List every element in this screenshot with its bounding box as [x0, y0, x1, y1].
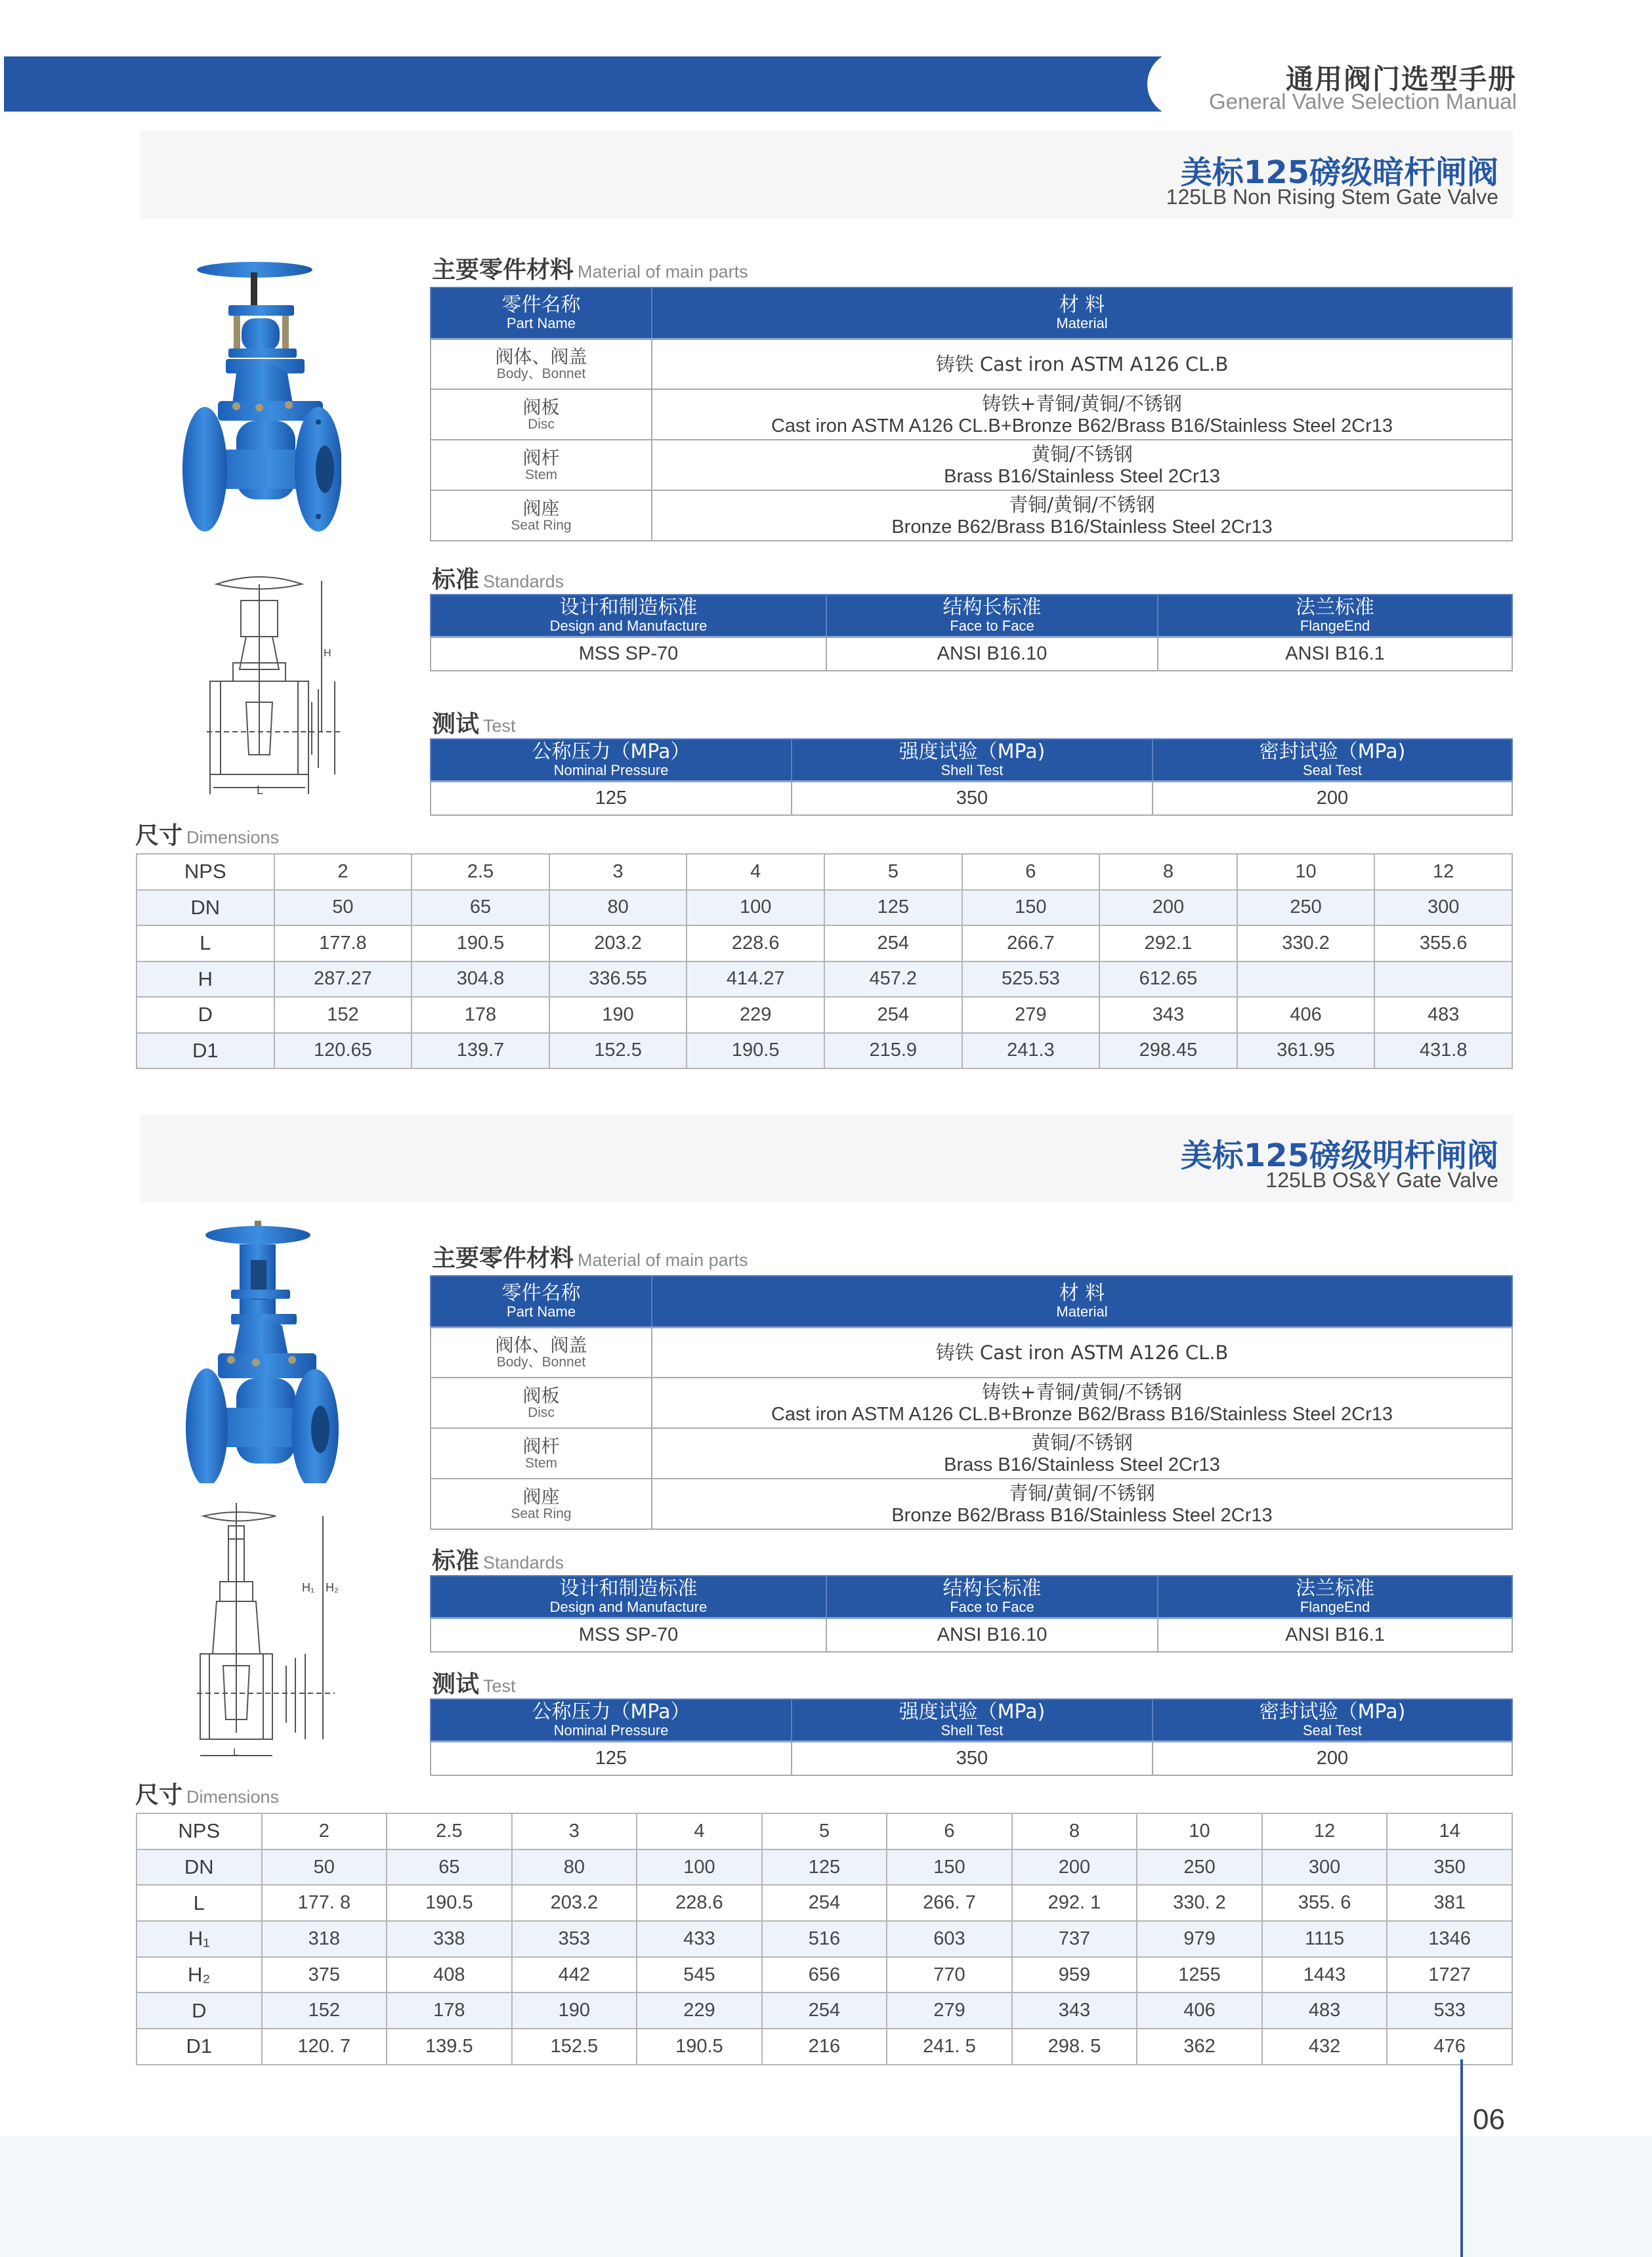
dimension-cell: 343 [1012, 1993, 1137, 2029]
test-heading: 测试 Test [432, 711, 516, 738]
materials-heading [432, 251, 748, 285]
table-row: 阀板 Disc 铸铁+青铜/黄铜/不锈钢 Cast iron ASTM A126 CL.B+Bronze B62/Brass B16/Stainless Steel 2Cr13 [431, 1378, 1512, 1428]
dim-label-L: L [233, 1747, 239, 1758]
dimension-cell: 190.5 [412, 925, 549, 961]
materials-heading: 主要零件材料 Material of main parts [432, 1245, 748, 1272]
dimension-cell: 65 [412, 890, 549, 926]
product-title-en: 125LB OS&Y Gate Valve [1265, 1168, 1498, 1192]
dimension-cell: 4 [687, 854, 824, 890]
col-header-design: 设计和制造标准 Design and Manufacture [431, 1576, 826, 1618]
dimension-row-0 [137, 854, 1512, 890]
dimension-cell: 1346 [1387, 1921, 1512, 1957]
dimension-cell: 229 [687, 997, 824, 1033]
dimension-cell: 152.5 [512, 2029, 637, 2065]
header-band [4, 56, 1166, 112]
dimension-cell: 304.8 [412, 961, 549, 998]
materials-table [430, 287, 1513, 541]
dimension-cell: 353 [512, 1921, 637, 1957]
dimension-cell: 338 [387, 1921, 512, 1957]
dimension-row-3 [137, 1921, 1512, 1957]
manual-title-cn: 通用阀门选型手册 [1285, 63, 1517, 95]
valve-photo-osy [177, 1221, 341, 1483]
dimension-cell: 250 [1137, 1849, 1262, 1886]
table-row: 阀体、阀盖 Body、Bonnet 铸铁 Cast iron ASTM A126 CL.B [431, 339, 1512, 389]
row-header: D [137, 1993, 262, 2029]
row-header: D1 [137, 2029, 262, 2065]
manual-title-en: General Valve Selection Manual [1209, 89, 1517, 114]
row-header: H [137, 961, 274, 998]
dimension-cell: 125 [762, 1849, 887, 1886]
dimension-cell: 250 [1237, 890, 1375, 926]
dimension-cell: 2 [262, 1813, 387, 1849]
dimension-cell: 100 [637, 1849, 762, 1886]
dimension-cell: 200 [1099, 890, 1237, 926]
dimension-cell: 200 [1012, 1849, 1137, 1886]
materials-heading-cn: 主要零件材料 [432, 257, 574, 284]
dimension-cell: 228.6 [687, 925, 824, 961]
dimension-cell: 457.2 [824, 961, 962, 998]
dimension-cell: 362 [1137, 2029, 1262, 2065]
page-number: 06 [1473, 2103, 1505, 2136]
col-header-design: 设计和制造标准 Design and Manufacture [431, 595, 826, 637]
dimension-row-1 [137, 1849, 1512, 1886]
dimension-cell: 656 [762, 1957, 887, 1993]
dimension-cell: 355. 6 [1262, 1885, 1387, 1921]
dimension-cell: 50 [262, 1849, 387, 1886]
dimension-cell: 120.65 [274, 1033, 412, 1069]
dimension-cell: 292. 1 [1012, 1885, 1137, 1921]
valve-photo-nrs [177, 253, 341, 535]
dimension-row-6 [137, 2029, 1512, 2065]
footer-band [0, 2136, 1652, 2257]
dimension-cell: 12 [1374, 854, 1512, 890]
dimension-cell: 350 [1387, 1849, 1512, 1886]
dimension-cell: 318 [262, 1921, 387, 1957]
dimension-cell: 80 [512, 1849, 637, 1886]
dimension-cell: 3 [549, 854, 687, 890]
valve-drawing-nrs [187, 571, 345, 797]
dimension-cell [1374, 961, 1512, 998]
dimension-cell: 483 [1262, 1993, 1387, 2029]
dimension-cell: 177.8 [274, 925, 412, 961]
product-title-cn: 美标125磅级明杆闸阀 [1180, 1137, 1498, 1174]
dimension-row-1 [137, 890, 1512, 926]
dimension-cell: 266. 7 [887, 1885, 1012, 1921]
table-row: 阀座 Seat Ring 青铜/黄铜/不锈钢 Bronze B62/Brass B16/Stainless Steel 2Cr13 [431, 1479, 1512, 1529]
dimension-cell: 241. 5 [887, 2029, 1012, 2065]
col-header-face-to-face: 结构长标准 Face to Face [826, 1576, 1158, 1618]
test-table [430, 1698, 1513, 1776]
row-header: D1 [137, 1033, 274, 1069]
dimension-cell: 770 [887, 1957, 1012, 1993]
col-header-seal-test: 密封试验（MPa) Seal Test [1153, 1699, 1512, 1741]
table-row: 阀座 Seat Ring 青铜/黄铜/不锈钢 Bronze B62/Brass B16/Stainless Steel 2Cr13 [431, 490, 1512, 541]
dimension-cell: 279 [962, 997, 1100, 1033]
dim-label-H2: H₂ [326, 1581, 339, 1594]
dimension-row-0 [137, 1813, 1512, 1849]
dimension-cell: 190 [549, 997, 687, 1033]
dimension-cell: 254 [824, 997, 962, 1033]
dimension-cell: 14 [1387, 1813, 1512, 1849]
dimension-cell: 10 [1137, 1813, 1262, 1849]
dimension-cell: 203.2 [549, 925, 687, 961]
col-header-part: 零件名称 Part Name [431, 287, 652, 339]
product-banner-1 [140, 131, 1513, 219]
product-title-en: 125LB Non Rising Stem Gate Valve [1166, 185, 1498, 209]
table-row: 阀杆 Stem 黄铜/不锈钢 Brass B16/Stainless Steel 2Cr13 [431, 1428, 1512, 1479]
dimension-cell: 152.5 [549, 1033, 687, 1069]
dimension-cell: 737 [1012, 1921, 1137, 1957]
dimension-row-4 [137, 1957, 1512, 1993]
dimension-cell: 330.2 [1237, 925, 1375, 961]
dimension-cell: 959 [1012, 1957, 1137, 1993]
dimension-row-5 [137, 1033, 1512, 1069]
header-band-cap [1147, 51, 1213, 117]
dimension-cell: 361.95 [1237, 1033, 1375, 1069]
dim-label-H: H [324, 648, 331, 659]
dimension-cell: 215.9 [824, 1033, 962, 1069]
table-row: 阀体、阀盖 Body、Bonnet 铸铁 Cast iron ASTM A126 CL.B [431, 1327, 1512, 1378]
dimension-cell: 406 [1237, 997, 1375, 1033]
table-row: MSS SP-70 ANSI B16.10 ANSI B16.1 [431, 637, 1512, 671]
row-header: H₁ [137, 1921, 262, 1957]
dimension-cell: 65 [387, 1849, 512, 1886]
standards-heading: 标准 Standards [432, 1548, 564, 1574]
dimension-cell: 2.5 [412, 854, 549, 890]
col-header-flange: 法兰标准 FlangeEnd [1158, 595, 1512, 637]
row-header: NPS [137, 854, 274, 890]
dimension-cell: 190.5 [637, 2029, 762, 2065]
dimension-cell: 298.45 [1099, 1033, 1237, 1069]
dimension-cell: 483 [1374, 997, 1512, 1033]
dimension-cell: 228.6 [637, 1885, 762, 1921]
dim-label-L: L [257, 784, 264, 797]
dimension-cell: 5 [762, 1813, 887, 1849]
col-header-nominal-pressure: 公称压力（MPa） Nominal Pressure [431, 739, 792, 781]
dimension-cell: 6 [962, 854, 1100, 890]
test-heading: 测试 Test [432, 1671, 516, 1698]
dimension-cell: 3 [512, 1813, 637, 1849]
dimension-cell: 300 [1374, 890, 1512, 926]
dimension-cell: 287.27 [274, 961, 412, 998]
dimension-cell: 406 [1137, 1993, 1262, 2029]
dimension-row-4 [137, 997, 1512, 1033]
test-table [430, 738, 1513, 816]
dimension-cell: 241.3 [962, 1033, 1100, 1069]
dimension-cell: 177. 8 [262, 1885, 387, 1921]
row-header: D [137, 997, 274, 1033]
dimension-cell: 6 [887, 1813, 1012, 1849]
dimensions-table [136, 853, 1513, 1069]
dimension-cell: 254 [762, 1885, 887, 1921]
dimension-cell: 190.5 [687, 1033, 824, 1069]
dimension-cell: 152 [262, 1993, 387, 2029]
col-header-seal-test: 密封试验（MPa) Seal Test [1153, 739, 1512, 781]
dimension-cell: 150 [887, 1849, 1012, 1886]
table-row: MSS SP-70 ANSI B16.10 ANSI B16.1 [431, 1618, 1512, 1652]
dimension-cell: 414.27 [687, 961, 824, 998]
dimension-cell [1237, 961, 1375, 998]
dimension-cell: 254 [762, 1993, 887, 2029]
dimension-cell: 190.5 [387, 1885, 512, 1921]
dimension-cell: 4 [637, 1813, 762, 1849]
col-header-part: 零件名称 Part Name [431, 1276, 652, 1327]
dimension-cell: 525.53 [962, 961, 1100, 998]
table-row: 阀板 Disc 铸铁+青铜/黄铜/不锈钢 Cast iron ASTM A126 CL.B+Bronze B62/Brass B16/Stainless Steel 2Cr13 [431, 389, 1512, 440]
dimension-cell: 1115 [1262, 1921, 1387, 1957]
dim-label-H1: H₁ [302, 1581, 315, 1594]
dimension-cell: 2.5 [387, 1813, 512, 1849]
table-row: 125 350 200 [431, 1741, 1512, 1775]
row-header: DN [137, 1849, 262, 1886]
dimension-cell: 1727 [1387, 1957, 1512, 1993]
col-header-shell-test: 强度试验（MPa) Shell Test [792, 739, 1153, 781]
dimension-cell: 442 [512, 1957, 637, 1993]
dimension-cell: 432 [1262, 2029, 1387, 2065]
dimension-cell: 120. 7 [262, 2029, 387, 2065]
dimension-cell: 216 [762, 2029, 887, 2065]
table-row: 125 350 200 [431, 781, 1512, 815]
dimension-cell: 139.7 [412, 1033, 549, 1069]
dimension-cell: 336.55 [549, 961, 687, 998]
dimension-cell: 375 [262, 1957, 387, 1993]
row-header: L [137, 1885, 262, 1921]
materials-heading-en: Material of main parts [578, 262, 748, 282]
dimension-cell: 10 [1237, 854, 1375, 890]
dimension-cell: 603 [887, 1921, 1012, 1957]
dimension-cell: 343 [1099, 997, 1237, 1033]
row-header: H₂ [137, 1957, 262, 1993]
dimension-cell: 178 [387, 1993, 512, 2029]
materials-table [430, 1275, 1513, 1530]
row-header: DN [137, 890, 274, 926]
dimension-cell: 8 [1012, 1813, 1137, 1849]
dimension-cell: 545 [637, 1957, 762, 1993]
dimension-cell: 8 [1099, 854, 1237, 890]
dimension-cell: 408 [387, 1957, 512, 1993]
dimension-row-2 [137, 1885, 1512, 1921]
dimension-cell: 50 [274, 890, 412, 926]
row-header: NPS [137, 1813, 262, 1849]
dimension-cell: 150 [962, 890, 1100, 926]
dimension-row-5 [137, 1993, 1512, 2029]
dimension-cell: 533 [1387, 1993, 1512, 2029]
dimension-cell: 292.1 [1099, 925, 1237, 961]
dimension-cell: 152 [274, 997, 412, 1033]
col-header-flange: 法兰标准 FlangeEnd [1158, 1576, 1512, 1618]
col-header-material: 材 料 Material [652, 1276, 1512, 1327]
dimension-cell: 125 [824, 890, 962, 926]
col-header-material: 材 料 Material [652, 287, 1512, 339]
footer-divider [1460, 2059, 1463, 2257]
dimension-cell: 1255 [1137, 1957, 1262, 1993]
dimension-row-2 [137, 925, 1512, 961]
table-row: 阀杆 Stem 黄铜/不锈钢 Brass B16/Stainless Steel 2Cr13 [431, 440, 1512, 490]
dimension-cell: 298. 5 [1012, 2029, 1137, 2065]
dimension-cell: 229 [637, 1993, 762, 2029]
dimension-cell: 203.2 [512, 1885, 637, 1921]
dimension-cell: 1443 [1262, 1957, 1387, 1993]
dimension-cell: 254 [824, 925, 962, 961]
dimension-cell: 5 [824, 854, 962, 890]
dimension-cell: 12 [1262, 1813, 1387, 1849]
dimension-cell: 266.7 [962, 925, 1100, 961]
dimensions-table [136, 1813, 1513, 2065]
standards-heading: 标准 Standards [432, 566, 564, 593]
dimension-cell: 330. 2 [1137, 1885, 1262, 1921]
standards-table [430, 1575, 1513, 1653]
dimension-cell: 178 [412, 997, 549, 1033]
dimension-cell: 433 [637, 1921, 762, 1957]
dimension-cell: 476 [1387, 2029, 1512, 2065]
dimension-cell: 139.5 [387, 2029, 512, 2065]
dimension-cell: 80 [549, 890, 687, 926]
dimension-cell: 355.6 [1374, 925, 1512, 961]
dimension-cell: 431.8 [1374, 1033, 1512, 1069]
dimension-cell: 612.65 [1099, 961, 1237, 998]
product-title-cn: 美标125磅级暗杆闸阀 [1180, 154, 1498, 191]
dimensions-heading: 尺寸 Dimensions [135, 822, 280, 849]
col-header-nominal-pressure: 公称压力（MPa） Nominal Pressure [431, 1699, 792, 1741]
valve-drawing-osy [197, 1503, 354, 1762]
standards-table [430, 594, 1513, 671]
dimension-cell: 2 [274, 854, 412, 890]
dimension-cell: 279 [887, 1993, 1012, 2029]
dimension-cell: 979 [1137, 1921, 1262, 1957]
dimension-cell: 190 [512, 1993, 637, 2029]
row-header: L [137, 925, 274, 961]
dimension-row-3 [137, 961, 1512, 998]
col-header-face-to-face: 结构长标准 Face to Face [826, 595, 1158, 637]
dimension-cell: 516 [762, 1921, 887, 1957]
col-header-shell-test: 强度试验（MPa) Shell Test [792, 1699, 1153, 1741]
dimension-cell: 381 [1387, 1885, 1512, 1921]
dimension-cell: 100 [687, 890, 824, 926]
dimension-cell: 300 [1262, 1849, 1387, 1886]
dimensions-heading: 尺寸 Dimensions [135, 1782, 280, 1809]
product-banner-2 [140, 1114, 1513, 1202]
